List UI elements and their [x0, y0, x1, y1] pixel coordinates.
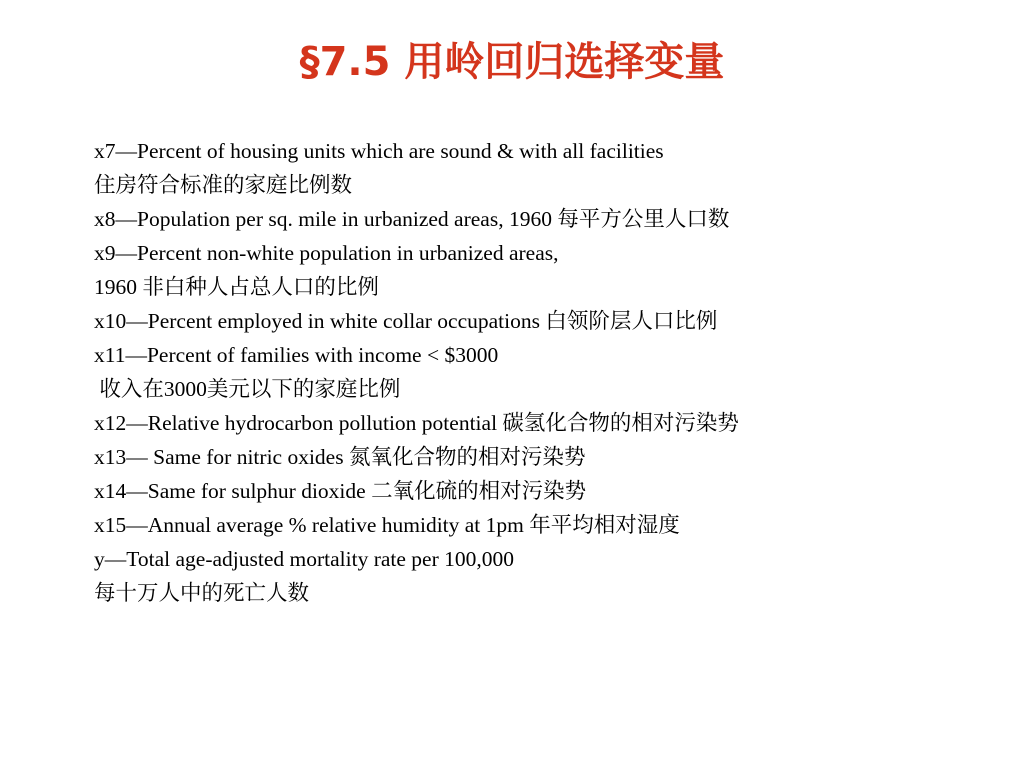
line-x7-zh: 住房符合标准的家庭比例数	[94, 173, 353, 197]
line-y-en: y—Total age-adjusted mortality rate per 100,000	[94, 547, 515, 571]
line-x13: x13— Same for nitric oxides 氮氧化合物的相对污染势	[94, 445, 586, 469]
line-x10: x10—Percent employed in white collar occupations 白领阶层人口比例	[94, 309, 718, 333]
line-x12: x12—Relative hydrocarbon pollution potential 碳氢化合物的相对污染势	[94, 411, 739, 435]
slide-title: §7.5 用岭回归选择变量	[299, 39, 725, 85]
line-x14: x14—Same for sulphur dioxide 二氧化硫的相对污染势	[94, 479, 587, 503]
variable-list	[94, 134, 994, 610]
line-x7-en: x7—Percent of housing units which are sound & with all facilities	[94, 139, 664, 163]
line-x11-zh: 收入在3000美元以下的家庭比例	[94, 377, 401, 401]
line-x8: x8—Population per sq. mile in urbanized areas, 1960 每平方公里人口数	[94, 207, 730, 231]
line-x15: x15—Annual average % relative humidity at 1pm 年平均相对湿度	[94, 513, 680, 537]
line-x9-zh: 1960 非白种人占总人口的比例	[94, 275, 379, 299]
line-y-zh: 每十万人中的死亡人数	[94, 581, 310, 605]
line-x11-en: x11—Percent of families with income < $3000	[94, 343, 499, 367]
line-x9-en: x9—Percent non-white population in urbanized areas,	[94, 241, 559, 265]
